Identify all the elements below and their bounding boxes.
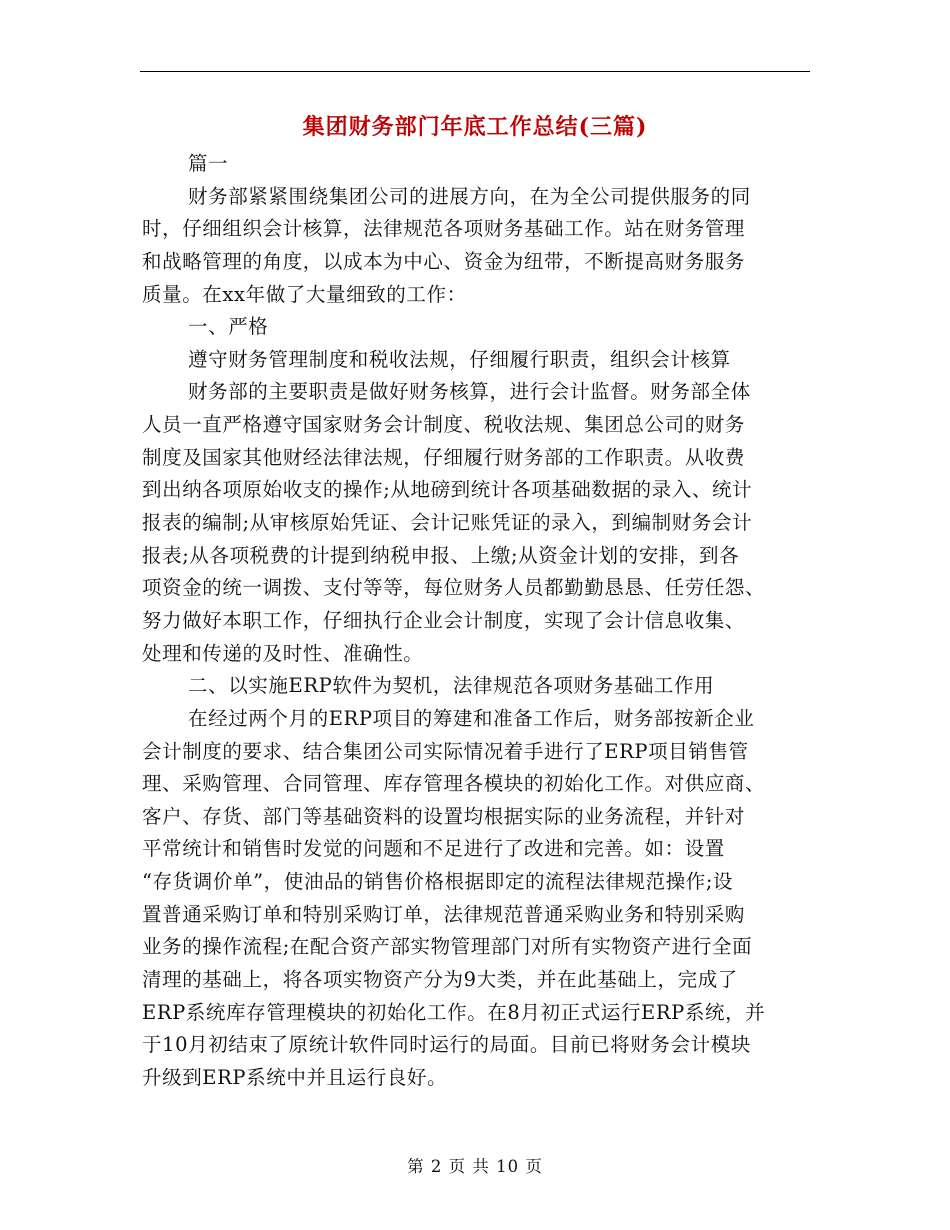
document-body xyxy=(142,148,810,1095)
text-line: 会计制度的要求、结合集团公司实际情况着手进行了ERP项目销售管 xyxy=(142,739,749,763)
text-line: 质量。在xx年做了大量细致的工作： xyxy=(142,282,467,306)
text-line: 人员一直严格遵守国家财务会计制度、税收法规、集团总公司的财务 xyxy=(142,413,746,437)
text-line: 报表;从各项税费的计提到纳税申报、上缴;从资金计划的安排，到各 xyxy=(142,543,740,567)
text-line: 财务部的主要职责是做好财务核算，进行会计监督。财务部全体 xyxy=(188,380,751,404)
text-line: 一、严格 xyxy=(188,315,269,339)
text-line: 客户、存货、部门等基础资料的设置均根据实际的业务流程，并针对 xyxy=(142,804,746,828)
text-line: 处理和传递的及时性、准确性。 xyxy=(142,641,424,665)
text-line: 时，仔细组织会计核算，法律规范各项财务基础工作。站在财务管理 xyxy=(142,217,746,241)
header-rule xyxy=(140,71,810,72)
text-line: 项资金的统一调拨、支付等等，每位财务人员都勤勤恳恳、任劳任怨、 xyxy=(142,576,766,600)
text-line: 理、采购管理、合同管理、库存管理各模块的初始化工作。对供应商、 xyxy=(142,772,766,796)
text-line: 遵守财务管理制度和税收法规，仔细履行职责，组织会计核算 xyxy=(188,347,731,371)
text-line: 清理的基础上，将各项实物资产分为9大类，并在此基础上，完成了 xyxy=(142,968,738,992)
text-line: “存货调价单”，使油品的销售价格根据即定的流程法律规范操作;设 xyxy=(142,870,734,894)
text-line: 置普通采购订单和特别采购订单，法律规范普通采购业务和特别采购 xyxy=(142,902,746,926)
document-title: 集团财务部门年底工作总结(三篇) xyxy=(302,114,648,140)
text-line: 于10月初结束了原统计软件同时运行的局面。目前已将财务会计模块 xyxy=(142,1033,751,1057)
text-line: 平常统计和销售时发觉的问题和不足进行了改进和完善。如：设置 xyxy=(142,837,725,861)
text-line: ERP系统库存管理模块的初始化工作。在8月初正式运行ERP系统，并 xyxy=(142,1000,766,1024)
text-line: 二、以实施ERP软件为契机，法律规范各项财务基础工作用 xyxy=(188,674,715,698)
text-line: 财务部紧紧围绕集团公司的进展方向，在为全公司提供服务的同 xyxy=(188,184,751,208)
text-line: 和战略管理的角度，以成本为中心、资金为纽带，不断提高财务服务 xyxy=(142,249,746,273)
text-line: 篇一 xyxy=(188,152,229,175)
text-line: 业务的操作流程;在配合资产部实物管理部门对所有实物资产进行全面 xyxy=(142,935,753,959)
text-line: 努力做好本职工作，仔细执行企业会计制度，实现了会计信息收集、 xyxy=(142,608,746,632)
text-line: 制度及国家其他财经法律法规，仔细履行财务部的工作职责。从收费 xyxy=(142,445,746,469)
page-footer: 第 2 页 共 10 页 xyxy=(407,1157,543,1176)
text-line: 到出纳各项原始收支的操作;从地磅到统计各项基础数据的录入、统计 xyxy=(142,478,753,502)
text-line: 报表的编制;从审核原始凭证、会计记账凭证的录入，到编制财务会计 xyxy=(142,511,753,535)
text-line: 在经过两个月的ERP项目的筹建和准备工作后，财务部按新企业 xyxy=(188,706,755,730)
text-line: 升级到ERP系统中并且运行良好。 xyxy=(142,1065,448,1089)
